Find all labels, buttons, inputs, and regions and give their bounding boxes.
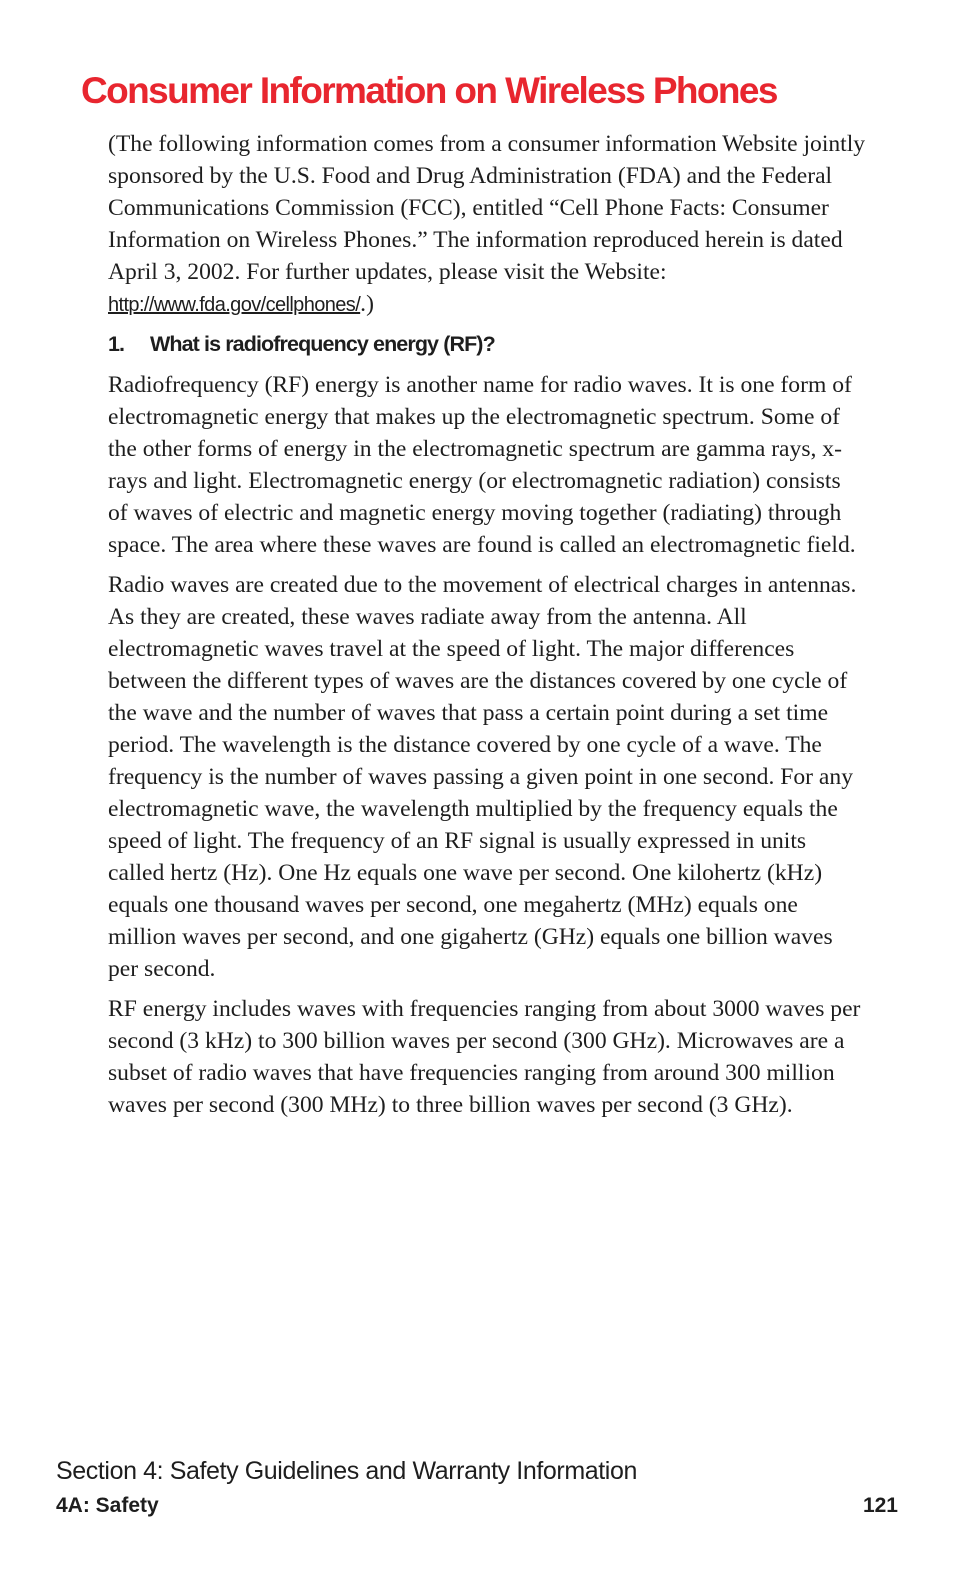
question-number: 1.: [108, 332, 125, 356]
page-title: Consumer Information on Wireless Phones: [81, 70, 777, 111]
page-number: 121: [862, 1494, 898, 1517]
intro-paragraph: [108, 128, 866, 321]
fda-website-link[interactable]: http://www.fda.gov/cellphones/: [108, 294, 361, 316]
question-heading: [108, 329, 866, 359]
question-text: What is radiofrequency energy (RF)?: [150, 332, 495, 356]
body-paragraph-2: Radio waves are created due to the movement of electrical charges in antennas. As they are created, these waves radiate away from the antenna. All electromagnetic waves travel at the speed of light. The major differences between the different types of waves are the distances covered by one cycle of the wave and the number of waves that pass a certain point during a set time period. The wavelength is the distance covered by one cycle of a wave. The frequency is the number of waves passing a given point in one second. For any electromagnetic wave, the wavelength multiplied by the frequency equals the speed of light. The frequency of an RF signal is usually expressed in units called hertz (Hz). One Hz equals one wave per second. One kilohertz (kHz) equals one thousand waves per second, one megahertz (MHz) equals one million waves per second, and one gigahertz (GHz) equals one billion waves per second.: [108, 572, 857, 982]
intro-text: (The following information comes from a consumer information Website jointly sponsored by the U.S. Food and Drug Administration (FDA) and the Federal Communications Commission (FCC), entitled “Cell Phone Facts: Consumer Information on Wireless Phones.” The information reproduced herein is dated April 3, 2002. For further updates, please visit the Website:: [108, 131, 866, 285]
footer-section-title: Section 4: Safety Guidelines and Warranty Information: [56, 1457, 637, 1485]
body-paragraph-1: Radiofrequency (RF) energy is another name for radio waves. It is one form of electromagnetic energy that makes up the electromagnetic spectrum. Some of the other forms of energy in the electromagnetic spectrum are gamma rays, x-rays and light. Electromagnetic energy (or electromagnetic radiation) consists of waves of electric and magnetic energy moving together (radiating) through space. The area where these waves are found is called an electromagnetic field.: [108, 372, 856, 558]
page-content: [108, 128, 866, 1129]
intro-text-end: .): [360, 291, 374, 317]
body-paragraph-3: RF energy includes waves with frequencies ranging from about 3000 waves per second (3 kHz) to 300 billion waves per second (300 GHz). Microwaves are a subset of radio waves that have frequencies ranging from around 300 million waves per second (300 MHz) to three billion waves per second (3 GHz).: [108, 996, 861, 1118]
footer-subsection: 4A: Safety: [56, 1494, 159, 1517]
